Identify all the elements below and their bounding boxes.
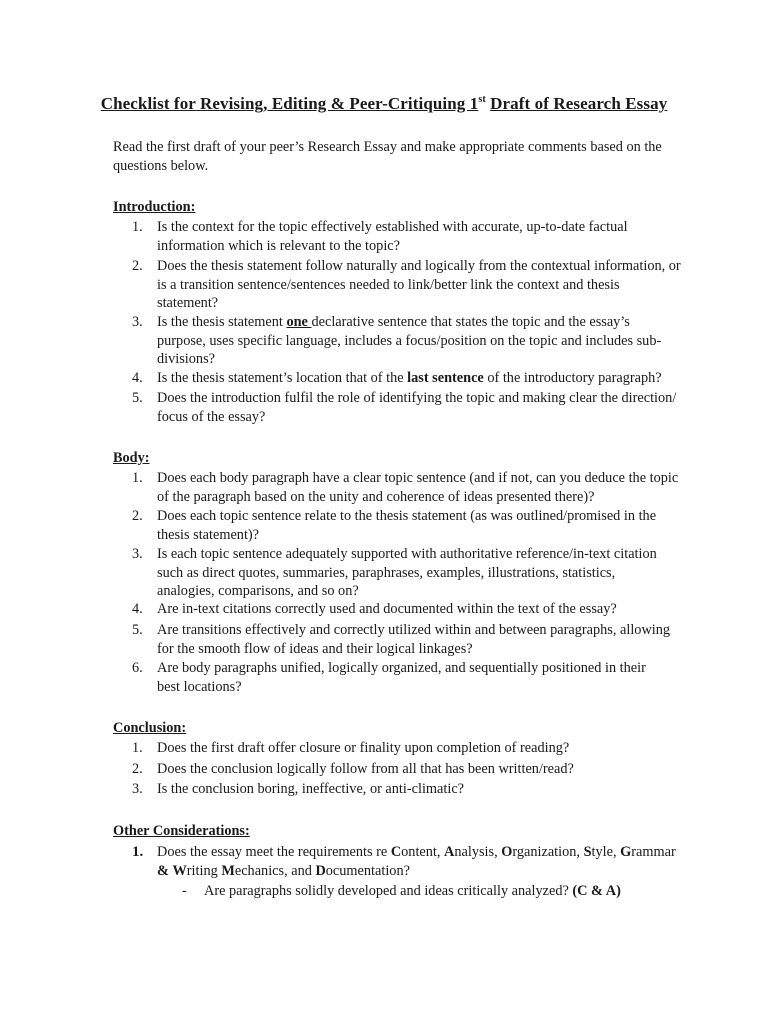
section-heading-introduction: Introduction:: [113, 199, 196, 215]
document-page: Checklist for Revising, Editing & Peer-Critiquing 1st Draft of Research Essay Read the first draft of your peer’s Research Essay and make appropriate comments based on the questions below. Introduction: 1. Is the context for the topic effectively established with accurate, up-to-date factual information which is relevant to the topic? 2. Does the thesis statement follow naturally and logically from the contextual information, or is a transition sentence/sentences needed to link/better link the context and thesis statement? 3. Is the thesis statement one declarative sentence that states the topic and the essay’s purpose, uses specific language, includes a focus/position on the topic and includes sub- divisions? 4. Is the thesis statement’s location that of the last sentence of the introductory paragraph? 5. Does the introduction fulfil the role of identifying the topic and making clear the direction/ focus of the essay? Body: 1. Does each body paragraph have a clear topic sentence (and if not, can you deduce the topic of the paragraph based on the unity and coherence of ideas presented there)? 2. Does each topic sentence relate to the thesis statement (as was outlined/promised in the thesis statement)? 3. Is each topic sentence adequately supported with authoritative reference/in-text citation such as direct quotes, summaries, paraphrases, examples, illustrations, statistics, analogies, comparisons, and so on? 4. Are in-text citations correctly used and documented within the text of the essay? 5. Are transitions effectively and correctly utilized within and between paragraphs, allowing for the smooth flow of ideas and their logical linkages? 6. Are body paragraphs unified, logically organized, and sequentially positioned in their best locations? Conclusion: 1. Does the first draft offer closure or finality upon completion of reading? 2. Does the conclusion logically follow from all that has been written/read? 3. Is the conclusion boring, ineffective, or anti-climatic? Other Considerations: 1. Does the essay meet the requirements re Content, Analysis, Organization, Style, Grammar & Writing Mechanics, and Documentation? - Are paragraphs solidly developed and ideas critically analyzed? (C & A): [0, 0, 768, 1024]
section-heading-body: Body:: [113, 450, 150, 466]
section-heading-conclusion: Conclusion:: [113, 720, 187, 736]
emphasis-one: one: [286, 314, 312, 330]
intro-paragraph: Read the first draft of your peer’s Research Essay and make appropriate comments based on the questions below.: [113, 139, 662, 174]
title-superscript: st: [478, 94, 486, 105]
section-heading-other-considerations: Other Considerations:: [113, 823, 250, 839]
category-tag: (C & A): [572, 883, 621, 899]
title-end: Draft of Research Essay: [490, 94, 668, 113]
emphasis-last-sentence: last sentence: [407, 370, 484, 386]
title-main: Checklist for Revising, Editing & Peer-Critiquing 1: [100, 94, 479, 113]
document-title: [0, 94, 768, 114]
